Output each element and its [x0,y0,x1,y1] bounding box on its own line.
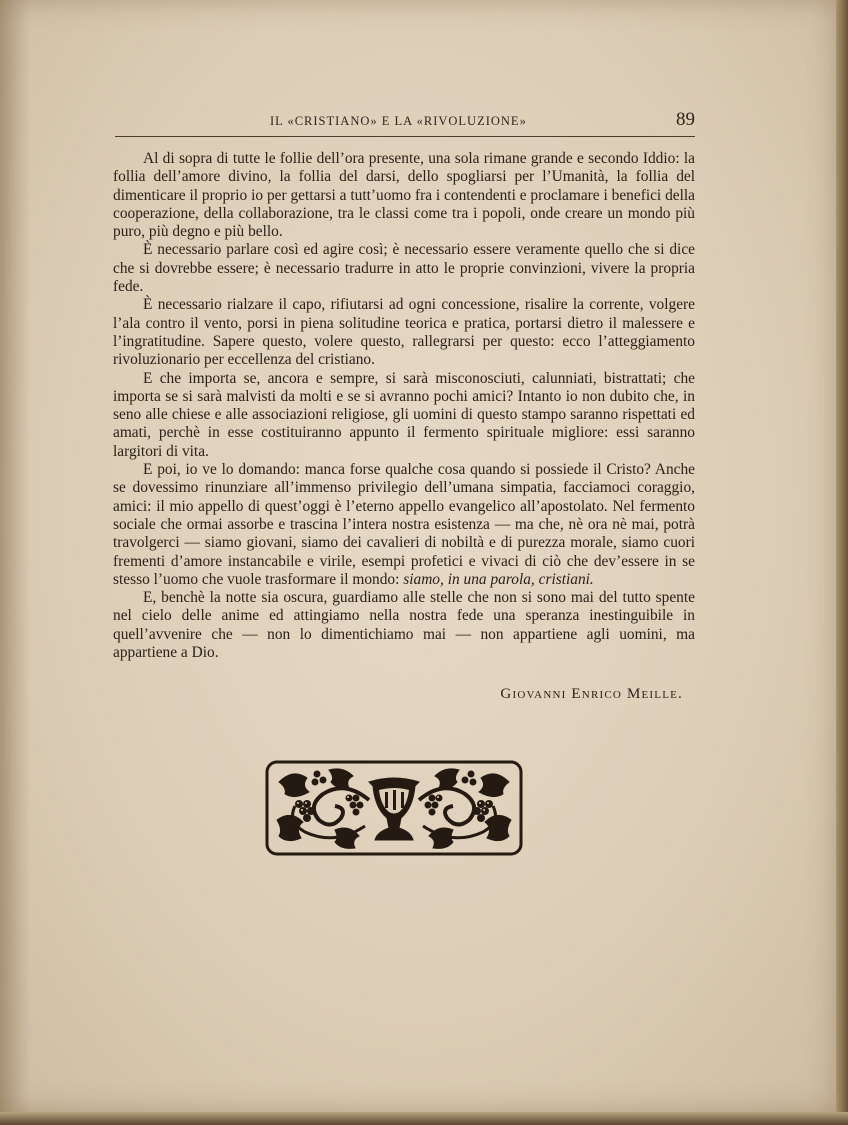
running-header [115,108,695,137]
page-number: 89 [676,109,695,130]
paragraph-5 [113,461,695,589]
running-title: IL «CRISTIANO» E LA «RIVOLUZIONE» [270,114,527,128]
paragraph-1: Al di sopra di tutte le follie dell’ora presente, una sola rimane grande e secondo Iddio: la follia dell’amore divino, la follia del darsi, dello spogliarsi per l’Umanità, la follia del dimenticare il proprio io per gettarsi a tutt’uomo fra i contendenti e proclamare i benefici della cooperazione, della collaborazione, tra le classi come tra i popoli, onde creare un mondo più puro, più degno e più bello. [113,150,695,241]
paragraph-5-text: E poi, io ve lo domando: manca forse qualche cosa quando si possiede il Cristo? Anche se dovessimo rinunziare all’immenso privilegio dell’umana simpatia, facciamoci coraggio, amici: il mio appello di quest’oggi è l’eterno appello evangelico all’apostolato. Nel fermento sociale che ormai assorbe e trascina l’intera nostra esistenza — ma che, nè ora nè mai, potrà travolgerci — siamo giovani, siamo dei cavalieri di nobiltà e di purezza morale, siamo cuori frementi d’amore instancabile e virile, esempi profetici e vivaci di ciò che dev’essere in se stesso l’uomo che vuole trasformare il mondo: [113,461,695,588]
paragraph-3: È necessario rialzare il capo, rifiutarsi ad ogni concessione, risalire la corrente, volgere l’ala contro il vento, porsi in piena solitudine teorica e pratica, portarsi dietro il malessere e l’ingratitudine. Sapere questo, volere questo, rallegrarsi per questo: ecco l’atteggiamento rivoluzionario per eccellenza del cristiano. [113,296,695,369]
paragraph-2: È necessario parlare così ed agire così; è necessario essere veramente quello che si dice che si dovrebbe essere; è necessario tradurre in atto le proprie convinzioni, vivere la propria fede. [113,241,695,296]
paragraph-5-italic: siamo, in una parola, cristiani. [403,570,594,588]
paragraph-6: E, benchè la notte sia oscura, guardiamo alle stelle che non si sono mai del tutto spente nel cielo delle anime ed attingiamo nella nostra fede una speranza inestinguibile in quell’avvenire che — non lo dimentichiamo mai — non appartiene agli uomini, ma appartiene a Dio. [113,589,695,662]
gutter-shadow [0,0,30,1112]
paragraph-4: E che importa se, ancora e sempre, si sarà misconosciuti, calunniati, bistrattati; che importa se si sarà malvisti da molti e se si avranno pochi amici? Intanto io non dubito che, in seno alle chiese e alle associazioni religiose, gli uomini di questo stampo saranno rispettati ed amati, perchè in esse costituiranno appunto il fermento spirituale migliore: essi saranno largitori di vita. [113,369,695,460]
page-edge-bottom [0,1112,848,1125]
page-edge-right [836,0,848,1125]
author-signature: Giovanni Enrico Meille. [500,686,683,702]
vase-and-grapevine-ornament-icon [265,760,523,856]
article-body [113,150,695,662]
